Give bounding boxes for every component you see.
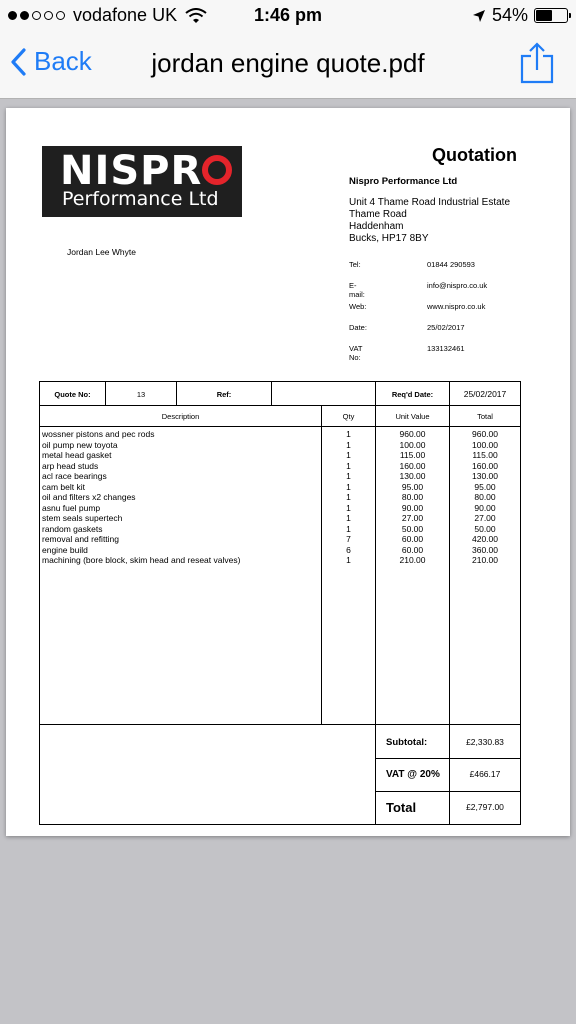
item-qty: 7 — [346, 534, 351, 544]
column-header-total: Total — [477, 412, 493, 421]
item-description: oil and filters x2 changes — [42, 492, 136, 502]
info-value: info@nispro.co.uk — [427, 281, 488, 290]
item-quantities — [322, 429, 375, 566]
item-qty: 6 — [346, 544, 351, 555]
clock: 1:46 pm — [253, 5, 323, 25]
share-icon — [520, 42, 554, 84]
item-qty: 1 — [346, 555, 351, 565]
info-label: E-mail: — [349, 281, 365, 299]
item-unit: 130.00 — [399, 471, 426, 481]
item-total: 960.00 — [472, 429, 498, 439]
address-line: Thame Road — [349, 209, 407, 220]
company-name: Nispro Performance Ltd — [349, 176, 458, 187]
item-unit: 960.00 — [399, 429, 426, 439]
item-total: 360.00 — [472, 544, 498, 555]
item-unit: 160.00 — [399, 460, 426, 471]
ref-label: Ref: — [216, 390, 232, 399]
total-value: £2,797.00 — [466, 802, 504, 812]
vat-label: VAT @ 20% — [386, 769, 440, 780]
item-unit: 100.00 — [399, 439, 426, 450]
column-header-description: Description — [161, 412, 200, 421]
info-value: 133132461 — [427, 344, 465, 353]
item-total: 130.00 — [472, 471, 498, 481]
table-divider — [375, 791, 521, 792]
item-qty: 1 — [346, 513, 351, 523]
info-label: Tel: — [349, 260, 361, 269]
item-unit: 50.00 — [401, 523, 424, 534]
company-logo — [42, 146, 242, 217]
location-arrow-icon — [472, 9, 486, 23]
item-qty: 1 — [346, 502, 351, 513]
quote-no-label: Quote No: — [54, 390, 91, 399]
reqd-date-value: 25/02/2017 — [463, 389, 507, 399]
item-description: removal and refitting — [42, 534, 120, 544]
info-label: Web: — [349, 302, 367, 311]
quotation-title: Quotation — [432, 145, 517, 165]
info-value: 01844 290593 — [427, 260, 475, 269]
item-unit: 27.00 — [401, 513, 424, 523]
item-total: 115.00 — [472, 450, 498, 460]
item-description: stem seals supertech — [42, 513, 123, 523]
item-unit-values — [376, 429, 449, 566]
item-qty: 1 — [346, 429, 351, 439]
item-unit: 95.00 — [401, 481, 424, 492]
column-header-unit-value: Unit Value — [395, 412, 430, 421]
item-qty: 1 — [346, 492, 351, 502]
item-qty: 1 — [346, 471, 351, 481]
status-right — [472, 5, 568, 26]
back-button[interactable] — [10, 46, 92, 77]
item-unit: 90.00 — [401, 502, 424, 513]
pdf-page[interactable] — [6, 108, 570, 836]
item-total: 100.00 — [472, 439, 498, 450]
item-total: 420.00 — [472, 534, 498, 544]
item-unit: 80.00 — [401, 492, 424, 502]
item-description: machining (bore block, skim head and reseat valves) — [42, 555, 241, 565]
logo-o-mark — [202, 155, 232, 185]
item-total: 90.00 — [474, 502, 496, 513]
item-totals — [450, 429, 520, 566]
info-label: Date: — [349, 323, 367, 332]
item-description: oil pump new toyota — [42, 439, 118, 450]
quote-no-value: 13 — [136, 390, 146, 399]
battery-percent: 54% — [491, 5, 528, 25]
navigation-bar — [0, 32, 576, 99]
item-total: 80.00 — [474, 492, 496, 502]
status-bar — [0, 0, 576, 32]
table-divider — [375, 758, 521, 759]
customer-name: Jordan Lee Whyte — [67, 247, 136, 257]
item-total: 27.00 — [474, 513, 496, 523]
item-qty: 1 — [346, 439, 351, 450]
logo-subtext: Performance Ltd — [62, 188, 219, 210]
reqd-date-label: Req'd Date: — [391, 390, 434, 399]
item-description: wossner pistons and pec rods — [42, 429, 155, 439]
item-unit: 115.00 — [399, 450, 426, 460]
carrier-name: vodafone UK — [73, 5, 178, 25]
item-total: 50.00 — [474, 523, 496, 534]
total-label: Total — [386, 800, 417, 815]
subtotal-value: £2,330.83 — [466, 737, 504, 747]
item-unit: 60.00 — [401, 544, 424, 555]
item-description: asnu fuel pump — [42, 502, 101, 513]
item-qty: 1 — [346, 460, 351, 471]
address-line: Bucks, HP17 8BY — [349, 233, 429, 244]
back-label: Back — [34, 46, 92, 76]
item-description: arp head studs — [42, 460, 99, 471]
info-value: www.nispro.co.uk — [427, 302, 486, 311]
item-qty: 1 — [346, 523, 351, 534]
share-button[interactable] — [520, 42, 554, 89]
item-total: 95.00 — [474, 481, 496, 492]
subtotal-label: Subtotal: — [386, 737, 428, 748]
table-divider — [271, 381, 272, 405]
item-description: acl race bearings — [42, 471, 107, 481]
battery-icon — [534, 8, 568, 23]
table-border-right — [520, 381, 521, 825]
logo-text: NISPR — [60, 148, 232, 194]
item-qty: 1 — [346, 450, 351, 460]
column-header-qty: Qty — [342, 412, 355, 421]
item-description: cam belt kit — [42, 481, 85, 492]
item-description: metal head gasket — [42, 450, 112, 460]
item-unit: 210.00 — [399, 555, 426, 565]
item-descriptions — [42, 429, 240, 566]
vat-value: £466.17 — [469, 769, 501, 779]
item-description: engine build — [42, 544, 88, 555]
item-qty: 1 — [346, 481, 351, 492]
company-address — [349, 197, 510, 245]
item-total: 210.00 — [472, 555, 498, 565]
chevron-left-icon — [10, 48, 26, 76]
address-line: Haddenham — [349, 221, 404, 232]
item-total: 160.00 — [472, 460, 498, 471]
document-title: jordan engine quote.pdf — [151, 48, 425, 78]
info-label: VAT No: — [349, 344, 363, 362]
item-unit: 60.00 — [401, 534, 424, 544]
address-line: Unit 4 Thame Road Industrial Estate — [349, 197, 511, 208]
table-border-left — [39, 381, 40, 825]
info-value: 25/02/2017 — [427, 323, 465, 332]
item-description: random gaskets — [42, 523, 103, 534]
